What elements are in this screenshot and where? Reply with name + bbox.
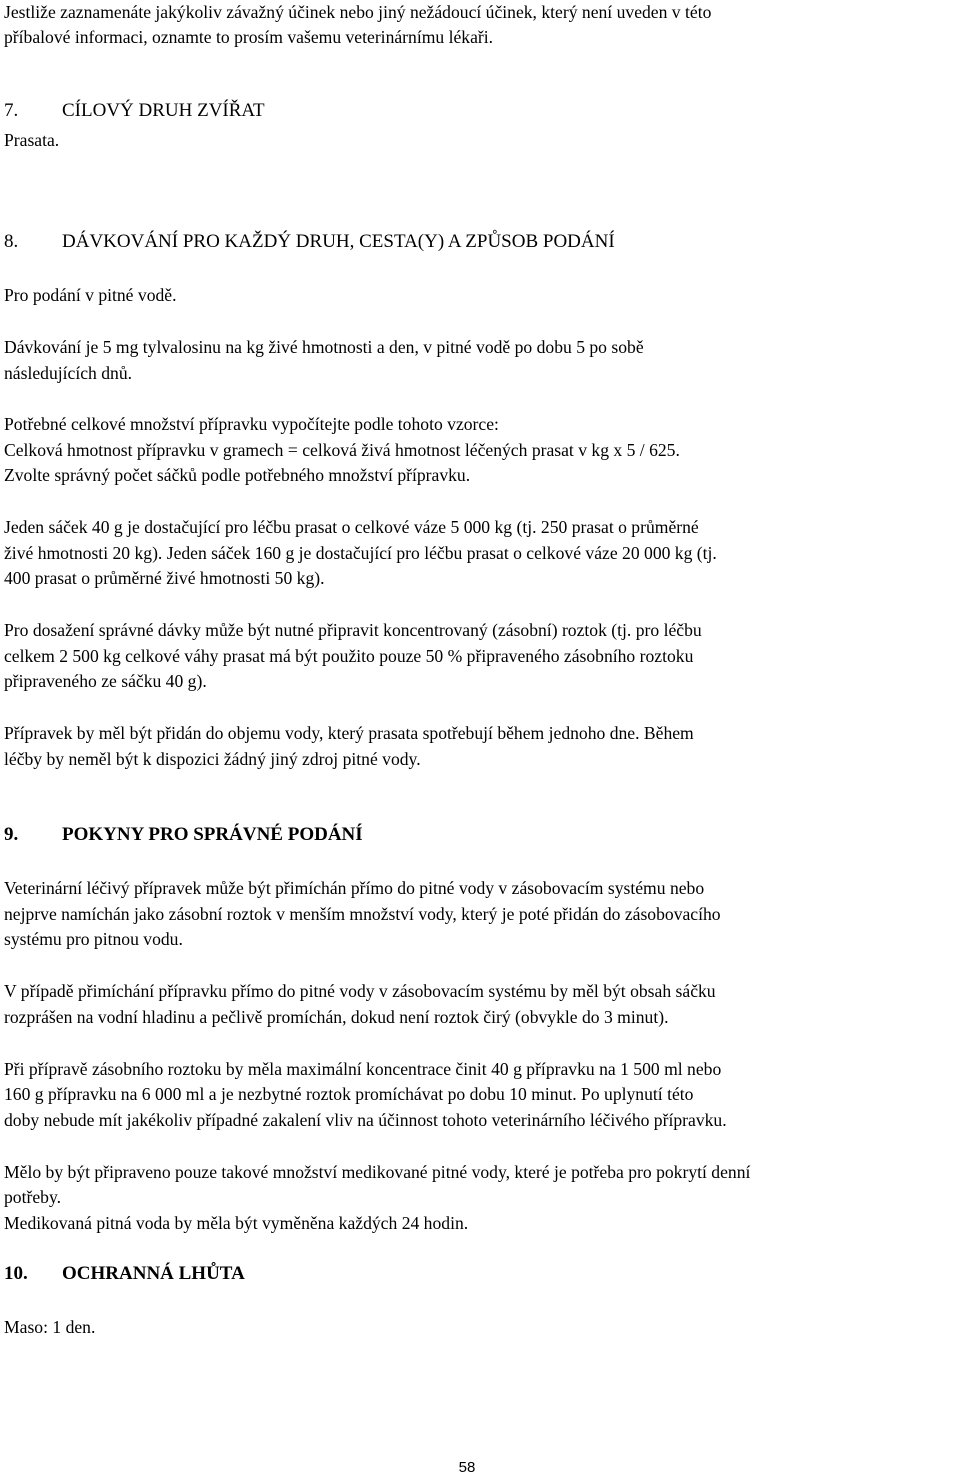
s9-p3-line-1: Při přípravě zásobního roztoku by měla maximální koncentrace činit 40 g přípravku na 1 500 ml nebo bbox=[4, 1059, 722, 1079]
section-7-text: Prasata. bbox=[4, 130, 60, 150]
s9-p2-line-1: V případě přimíchání přípravku přímo do pitné vody v zásobovacím systému by měl být obsah sáčku bbox=[4, 981, 716, 1001]
section-8-title: DÁVKOVÁNÍ PRO KAŽDÝ DRUH, CESTA(Y) A ZPŮSOB PODÁNÍ bbox=[62, 231, 615, 252]
section-10-title: OCHRANNÁ LHŮTA bbox=[62, 1263, 245, 1284]
section-10-text: Maso: 1 den. bbox=[4, 1317, 96, 1337]
s8-p4-line-1: Jeden sáček 40 g je dostačující pro léčbu prasat o celkové váze 5 000 kg (tj. 250 prasat o průměrné bbox=[4, 517, 699, 537]
s8-p1: Pro podání v pitné vodě. bbox=[4, 285, 177, 305]
s8-p3-line-2: Celková hmotnost přípravku v gramech = celková živá hmotnost léčených prasat v kg x 5 / 625. bbox=[4, 440, 680, 460]
s9-p3-line-2: 160 g přípravku na 6 000 ml a je nezbytné roztok promíchávat po dobu 10 minut. Po uplynutí této bbox=[4, 1084, 694, 1104]
section-9-number: 9. bbox=[4, 824, 19, 845]
s9-p4-line-3: Medikovaná pitná voda by měla být vyměněna každých 24 hodin. bbox=[4, 1213, 469, 1233]
intro-line-1: Jestliže zaznamenáte jakýkoliv závažný účinek nebo jiný nežádoucí účinek, který není uveden v této bbox=[4, 2, 712, 22]
intro-line-2: příbalové informaci, oznamte to prosím vašemu veterinárnímu lékaři. bbox=[4, 27, 494, 47]
s8-p5-line-3: připraveného ze sáčku 40 g). bbox=[4, 671, 207, 691]
s8-p6-line-1: Přípravek by měl být přidán do objemu vody, který prasata spotřebují během jednoho dne. Během bbox=[4, 723, 694, 743]
s8-p5-line-1: Pro dosažení správné dávky může být nutné připravit koncentrovaný (zásobní) roztok (tj. pro léčbu bbox=[4, 620, 702, 640]
s9-p2-line-2: rozprášen na vodní hladinu a pečlivě promíchán, dokud není roztok čirý (obvykle do 3 minut). bbox=[4, 1007, 669, 1027]
s8-p2-line-1: Dávkování je 5 mg tylvalosinu na kg živé hmotnosti a den, v pitné vodě po dobu 5 po sobě bbox=[4, 337, 644, 357]
s8-p6-line-2: léčby by neměl být k dispozici žádný jiný zdroj pitné vody. bbox=[4, 749, 421, 769]
page-number: 58 bbox=[458, 1459, 476, 1476]
s9-p4-line-1: Mělo by být připraveno pouze takové množství medikované pitné vody, které je potřeba pro pokrytí denní bbox=[4, 1162, 751, 1182]
s9-p1-line-1: Veterinární léčivý přípravek může být přimíchán přímo do pitné vody v zásobovacím systému nebo bbox=[4, 878, 705, 898]
s8-p3-line-1: Potřebné celkové množství přípravku vypočítejte podle tohoto vzorce: bbox=[4, 414, 499, 434]
section-7-number: 7. bbox=[4, 100, 19, 121]
s9-p3-line-3: doby nebude mít jakékoliv případné zakalení vliv na účinnost tohoto veterinárního léčivého přípravku. bbox=[4, 1110, 727, 1130]
s9-p4-line-2: potřeby. bbox=[4, 1187, 61, 1207]
s8-p5-line-2: celkem 2 500 kg celkové váhy prasat má být použito pouze 50 % připraveného zásobního roztoku bbox=[4, 646, 694, 666]
section-9-title: POKYNY PRO SPRÁVNÉ PODÁNÍ bbox=[62, 824, 363, 845]
s8-p3-line-3: Zvolte správný počet sáčků podle potřebného množství přípravku. bbox=[4, 465, 471, 485]
s8-p2-line-2: následujících dnů. bbox=[4, 363, 133, 383]
section-10-heading bbox=[4, 1261, 952, 1287]
s8-p4-line-3: 400 prasat o průměrné živé hmotnosti 50 kg). bbox=[4, 568, 325, 588]
section-7-heading bbox=[4, 98, 952, 124]
section-7-title: CÍLOVÝ DRUH ZVÍŘAT bbox=[62, 100, 265, 121]
section-8-heading bbox=[4, 229, 952, 255]
section-9-heading bbox=[4, 822, 952, 848]
s9-p1-line-3: systému pro pitnou vodu. bbox=[4, 929, 183, 949]
section-8-number: 8. bbox=[4, 231, 19, 252]
section-10-number: 10. bbox=[4, 1263, 28, 1284]
s8-p4-line-2: živé hmotnosti 20 kg). Jeden sáček 160 g je dostačující pro léčbu prasat o celkové váze 20 000 kg (tj. bbox=[4, 543, 717, 563]
s9-p1-line-2: nejprve namíchán jako zásobní roztok v menším množství vody, který je poté přidán do zásobovacího bbox=[4, 904, 721, 924]
